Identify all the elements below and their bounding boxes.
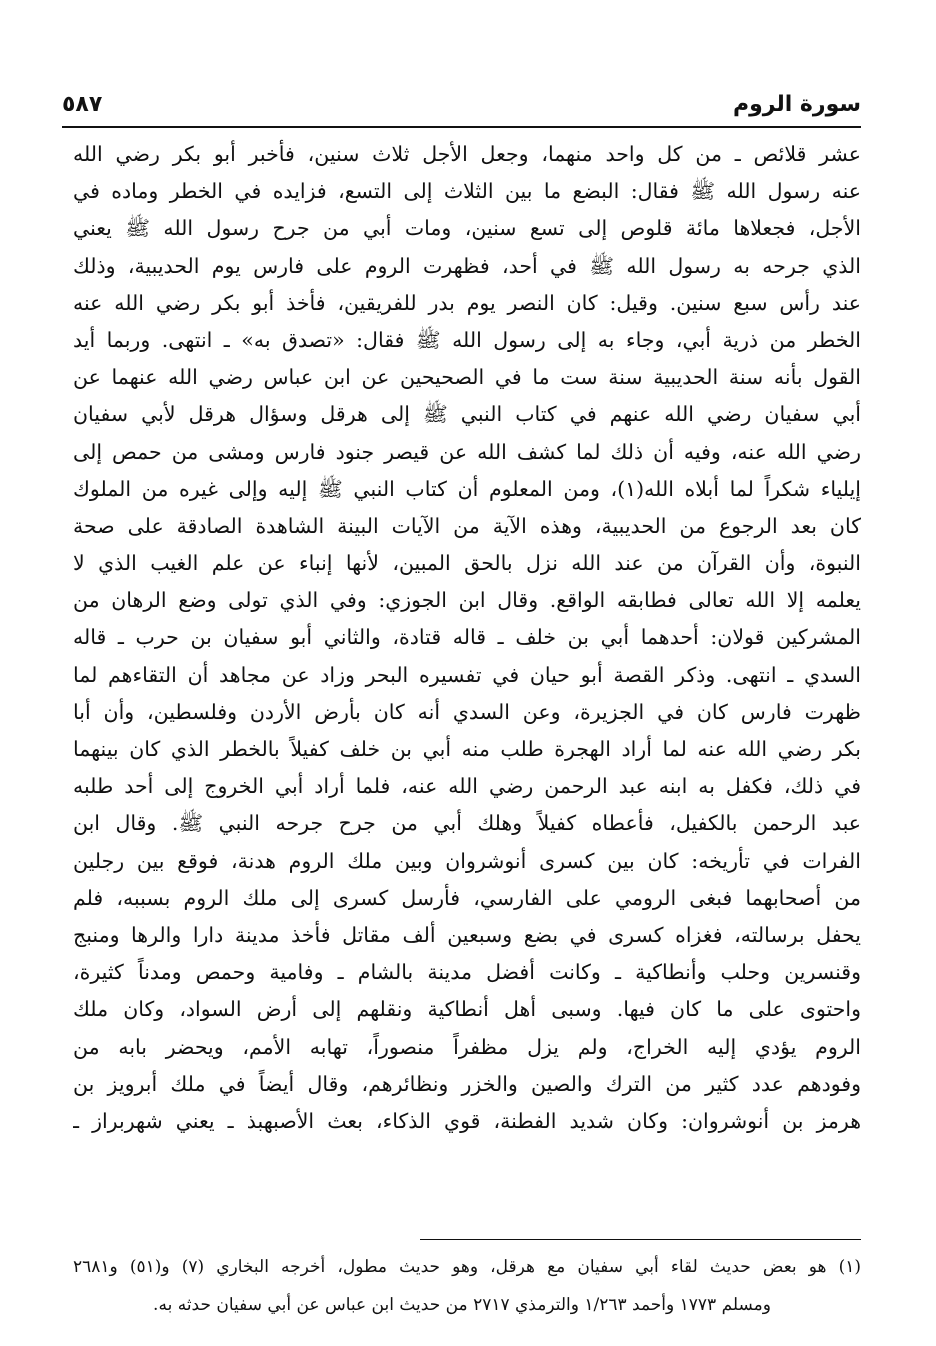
text-line: رضي الله عنه، وفيه أن ذلك لما كشف الله عن قيصر جنود فارس ومشى من حمص إلى [73,439,861,464]
text-line: بكر رضي الله عنه لما أراد الهجرة طلب منه أبي بن خلف كفيلاً بالخطر الذي كان بينهما [73,737,861,761]
text-line: الروم يؤدي إليه الخراج، ولم يزل مظفراً منصوراً، تهابه الأمم، ويحضر بابه من [73,1034,861,1059]
text-line: الفرات في تأريخه: كان بين كسرى أنوشروان وبين ملك الروم هدنة، فوقع بين رجلين [73,848,861,873]
text-line: يعلمه إلا الله تعالى فطابقه الواقع. وقال ابن الجوزي: وفي الذي تولى وضع الرهان من [73,588,861,613]
text-line: من أصحابهما فبغى الرومي على الفارسي، فأرسل كسرى إلى ملك الروم بسببه، فلم [73,885,861,910]
text-line: إيلياء شكراً لما أبلاه الله(١)، ومن المعلوم أن كتاب النبي ﷺ إليه وإلى غيره من الملوك [73,476,861,501]
text-line: السدي ـ انتهى. وذكر القصة أبو حيان في تفسيره البحر وزاد عن مجاهد أن التقاءهم لما [73,662,861,687]
page-number: ٥٨٧ [62,92,103,117]
text-line: عشر قلائص ـ من كل واحد منهما، وجعل الأجل ثلاث سنين، فأخبر أبو بكر رضي الله [73,142,861,166]
text-line: عبد الرحمن بالكفيل، فأعطاه كفيلاً وهلك أبي من جرح جرحه النبي ﷺ. وقال ابن [73,811,861,836]
text-line: وفودهم عدد كثير من الترك والصين والخزر ونظائرهم، وقال أيضاً في ملك أبرويز بن [73,1071,861,1096]
text-line: الأجل، فجعلاها مائة قلوص إلى تسع سنين، ومات أبي من جرح رسول الله ﷺ يعني [73,216,861,241]
footnotes [73,1248,861,1324]
main-text [73,136,861,1216]
text-line: المشركين قولان: أحدهما أبي بن خلف ـ قاله قتادة، والثاني أبو سفيان بن حرب ـ قاله [73,625,861,650]
footnote-line: ومسلم ١٧٧٣ وأحمد ١/٢٦٣ والترمذي ٢٧١٧ من حديث ابن عباس عن أبي سفيان حدثه به. [153,1295,771,1315]
text-line: يحفل برسالته، فغزاه كسرى في بضع وسبعين ألف مقاتل فأخذ مدينة دارا والرها ومنبج [73,922,861,947]
surah-title: سورة الروم [732,92,861,117]
text-line: القول بأنه سنة الحديبية سنة ست ما في الصحيحين عن ابن عباس رضي الله عنهما عن [73,365,861,390]
footnote-divider [420,1239,861,1240]
page-header [62,88,861,128]
footnote-line: (١) هو بعض حديث لقاء أبي سفيان مع هرقل، وهو حديث مطول، أخرجه البخاري (٧) و(٥١) و٢٦٨١ [73,1257,861,1277]
text-line: هرمز بن أنوشروان: وكان شديد الفطنة، قوي الذكاء، بعث الأصبهبذ ـ يعني شهربراز ـ [73,1108,861,1133]
text-line: النبوة، وأن القرآن من عند الله نزل بالحق المبين، لأنها إنباء عن علم الغيب الذي لا [73,551,861,576]
header-divider [62,126,861,128]
text-line: الذي جرحه به رسول الله ﷺ في أحد، فظهرت الروم على فارس يوم الحديبية، وذلك [73,253,861,278]
text-line: عند رأس سبع سنين. وقيل: كان النصر يوم بدر للفريقين، فأخذ أبو بكر رضي الله عنه [73,290,861,315]
text-line: في ذلك، فكفل به ابنه عبد الرحمن رضي الله عنه، فلما أراد أبي الخروج إلى أحد طلبه [73,774,861,799]
text-line: كان بعد الرجوع من الحديبية، وهذه الآية من الآيات البينة الشاهدة الصادقة على صحة [73,513,861,538]
text-line: أبي سفيان رضي الله عنهم في كتاب النبي ﷺ إلى هرقل وسؤال هرقل لأبي سفيان [73,402,861,427]
text-line: ظهرت فارس كان في الجزيرة، وعن السدي أنه كان بأرض الأردن وفلسطين، وأن أبا [73,699,861,724]
text-line: عنه رسول الله ﷺ فقال: البضع ما بين الثلاث إلى التسع، فزايده في الخطر وماده في [73,179,861,204]
text-line: وقنسرين وحلب وأنطاكية ـ وكانت أفضل مدينة بالشام ـ وفامية وحمص ومدناً كثيرة، [73,960,861,985]
text-line: واحتوى على ما كان فيها. وسبى أهل أنطاكية ونقلهم إلى أرض السواد، وكان ملك [73,997,861,1022]
text-line: الخطر من ذرية أبي، وجاء به إلى رسول الله ﷺ فقال: «تصدق به» ـ انتهى. وربما أيد [73,327,861,352]
